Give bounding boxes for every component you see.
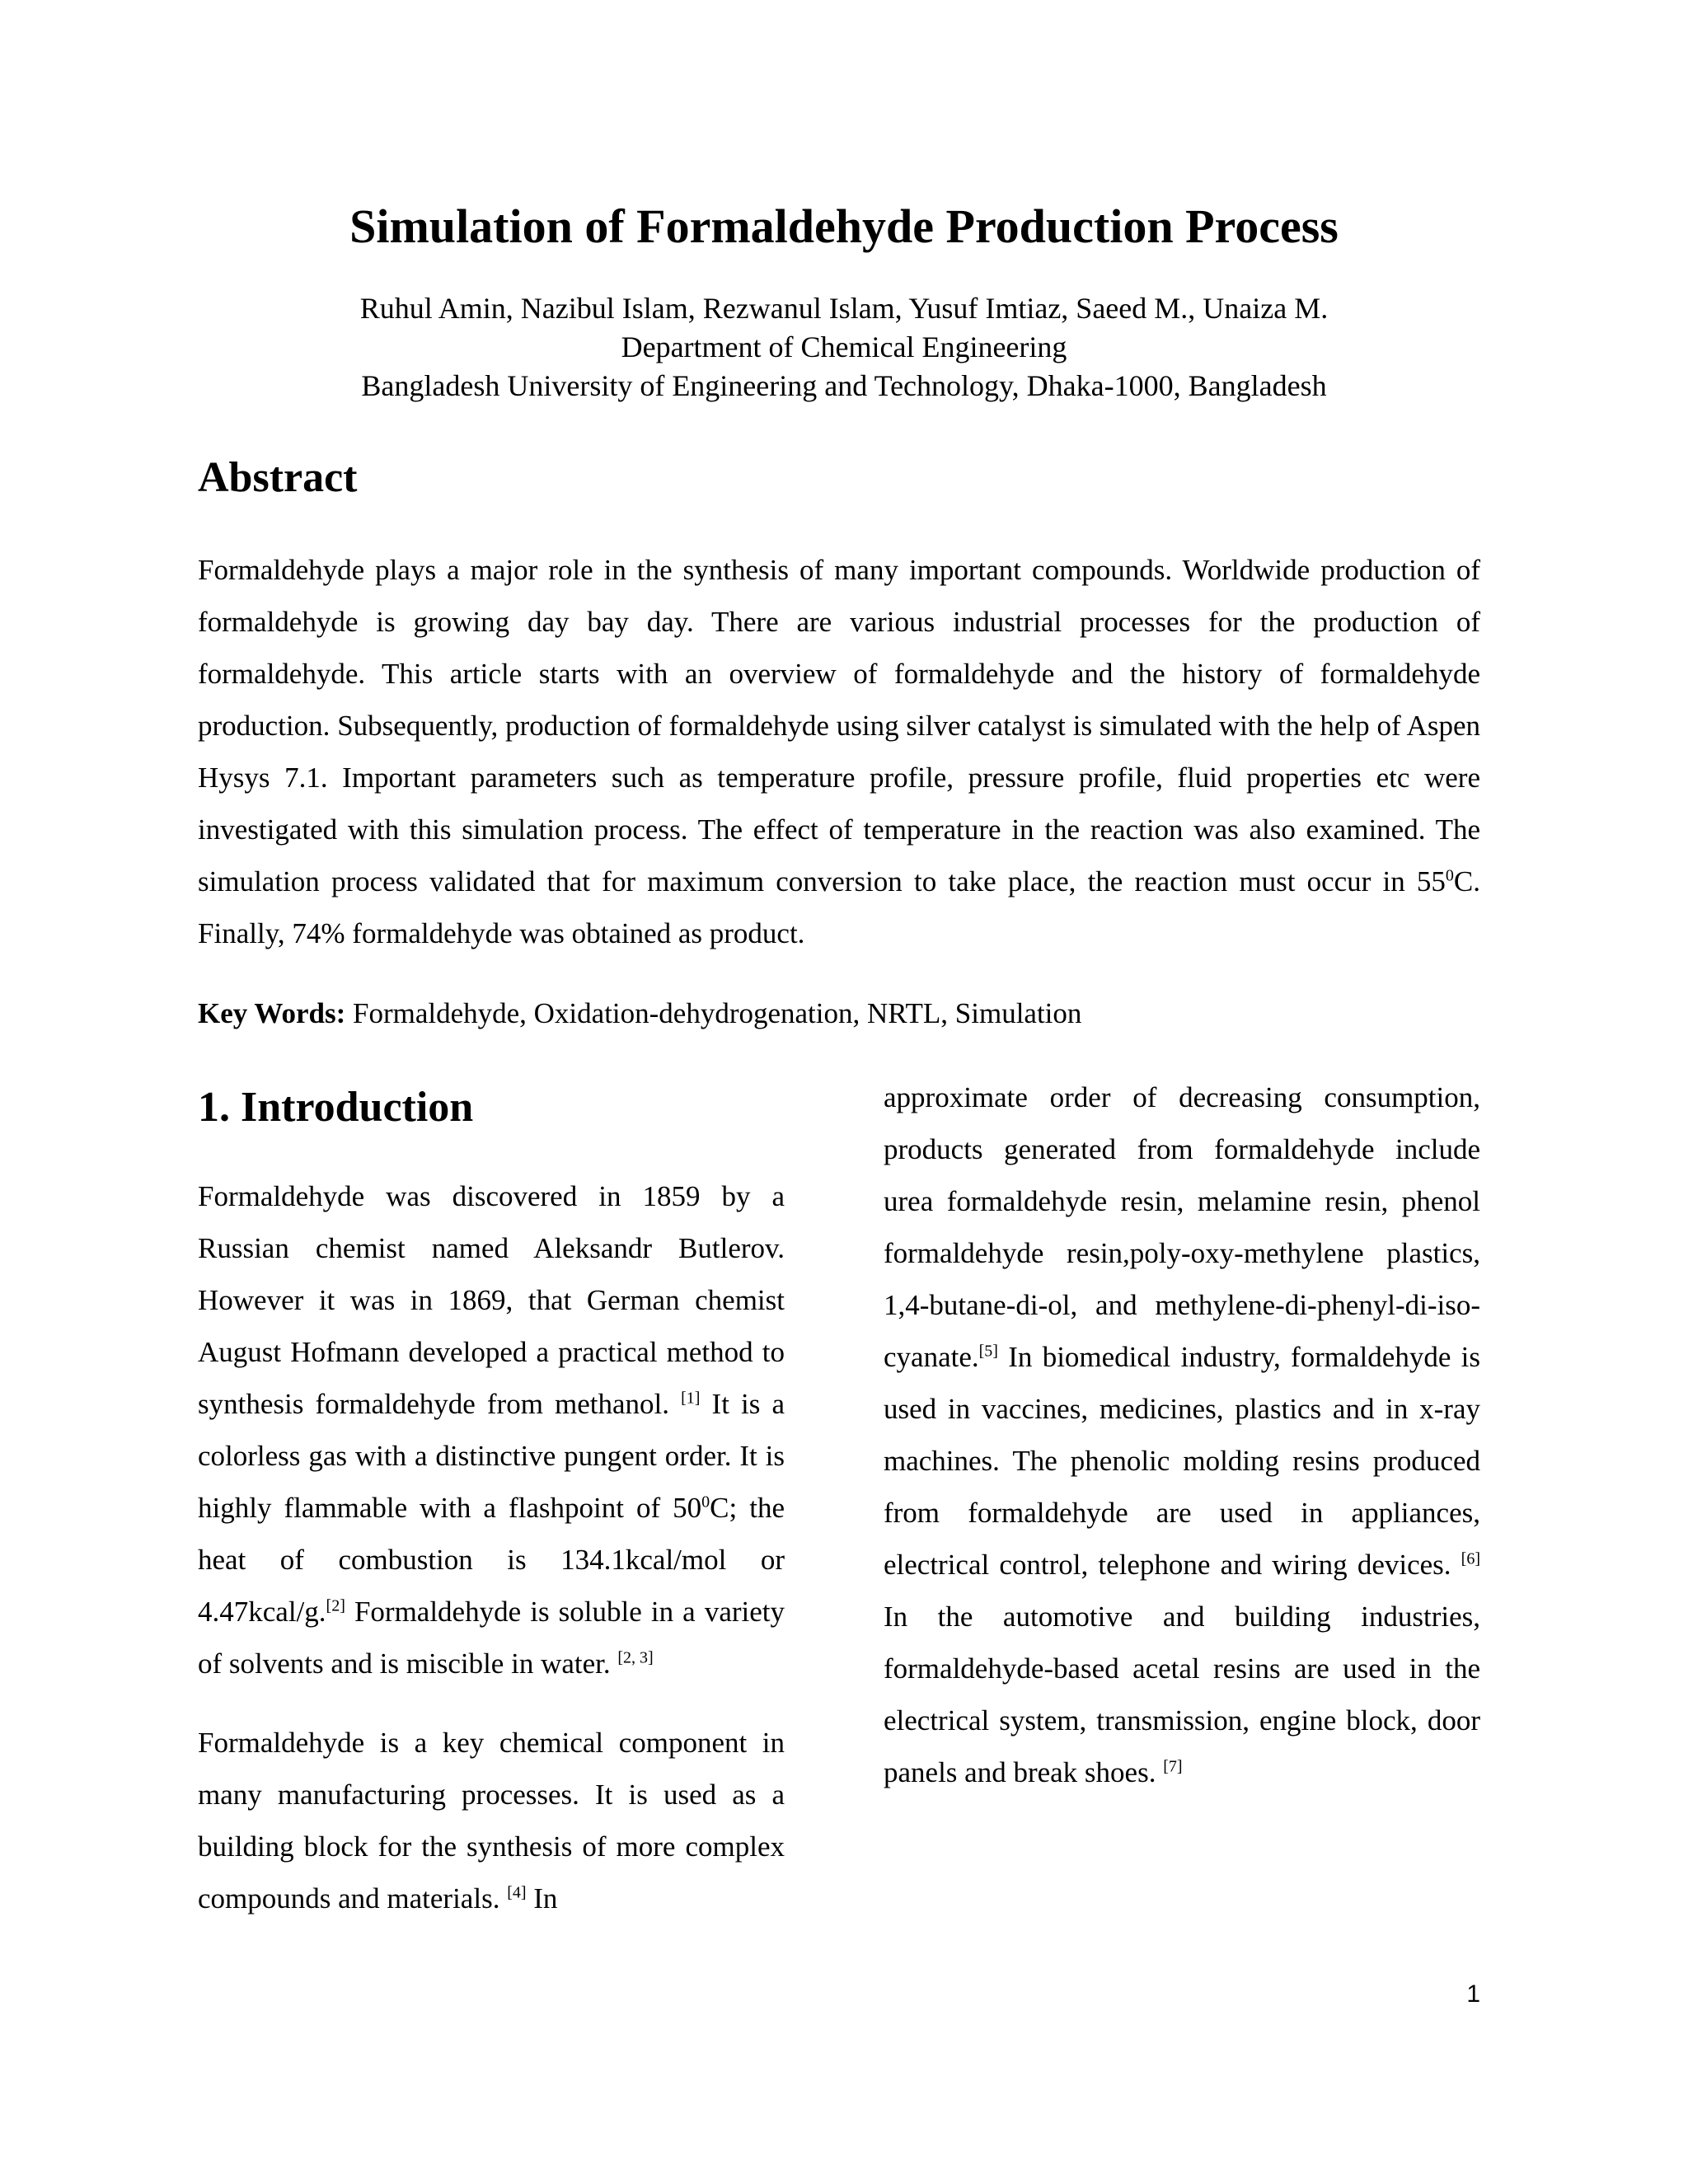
university-line: Bangladesh University of Engineering and Technology, Dhaka-1000, Bangladesh (361, 369, 1327, 402)
citation-2: [2] (326, 1596, 345, 1615)
intro-text: Formaldehyde is soluble in a variety of solvents and is miscible in water. (198, 1596, 785, 1680)
intro-text: In the automotive and building industries, formaldehyde-based acetal resins are used in the electrical system, transmission, engine block, door panels and break shoes. (884, 1601, 1480, 1788)
degree-superscript: 0 (1445, 866, 1454, 885)
right-column (884, 1071, 1480, 1798)
page-number: 1 (1466, 1980, 1480, 2008)
abstract-text: Formaldehyde plays a major role in the synthesis of many important compounds. Worldwide production of formaldehyde is growing day bay day. There are various industrial processes for the production of formaldehyde. This article starts with an overview of formaldehyde and the history of formaldehyde production. Subsequently, production of formaldehyde using silver catalyst is simulated with the help of Aspen Hysys 7.1. Important parameters such as temperature profile, pressure profile, fluid properties etc were investigated with this simulation process. The effect of temperature in the reaction was also examined. The simulation process validated that for maximum conversion to take place, the reaction must occur in 55 (198, 554, 1480, 898)
citation-4: [4] (507, 1883, 527, 1902)
abstract-body (198, 544, 1480, 959)
introduction-heading: 1. Introduction (198, 1084, 474, 1131)
citation-6: [6] (1461, 1549, 1480, 1568)
intro-text: C; the heat of combustion is 134.1kcal/mol or 4.47kcal/g. (198, 1492, 785, 1628)
citation-5: [5] (978, 1342, 998, 1361)
citation-2-3: [2, 3] (617, 1648, 654, 1667)
intro-text: In (526, 1882, 558, 1915)
intro-text: Formaldehyde is a key chemical component in many manufacturing processes. It is used as a building block for the synthesis of more complex compounds and materials. (198, 1727, 785, 1915)
intro-text: approximate order of decreasing consumption, products generated from formaldehyde include urea formaldehyde resin, melamine resin, phenol formaldehyde resin,poly-oxy-methylene plastics, 1,4-butane-di-ol, and methylene-di-phenyl-di-iso-cyanate. (884, 1081, 1480, 1373)
keywords-label: Key Words: (198, 997, 346, 1029)
keywords-text: Formaldehyde, Oxidation-dehydrogenation, NRTL, Simulation (345, 997, 1082, 1029)
degree-superscript: 0 (701, 1493, 710, 1511)
citation-1: [1] (681, 1389, 701, 1408)
keywords-line (198, 993, 1480, 1034)
abstract-text-end: C. Finally, 74% formaldehyde was obtained as product. (198, 865, 1480, 949)
intro-paragraph-1 (198, 1170, 785, 1690)
left-column (198, 1170, 785, 1924)
paper-title: Simulation of Formaldehyde Production Process (349, 199, 1339, 253)
abstract-heading: Abstract (198, 454, 358, 501)
intro-text: In biomedical industry, formaldehyde is used in vaccines, medicines, plastics and in x-ray machines. The phenolic molding resins produced from formaldehyde are used in appliances, electrical control, telephone and wiring devices. (884, 1341, 1480, 1581)
department-line: Department of Chemical Engineering (621, 330, 1067, 363)
intro-paragraph-2 (198, 1717, 785, 1924)
intro-text: It is a colorless gas with a distinctive pungent order. It is highly flammable with a flashpoint of 50 (198, 1388, 785, 1524)
citation-7: [7] (1163, 1757, 1183, 1776)
intro-text: Formaldehyde was discovered in 1859 by a Russian chemist named Aleksandr Butlerov. However it was in 1869, that German chemist August Hofmann developed a practical method to synthesis formaldehyde from methanol. (198, 1180, 785, 1420)
author-list: Ruhul Amin, Nazibul Islam, Rezwanul Islam, Yusuf Imtiaz, Saeed M., Unaiza M. (359, 292, 1329, 325)
